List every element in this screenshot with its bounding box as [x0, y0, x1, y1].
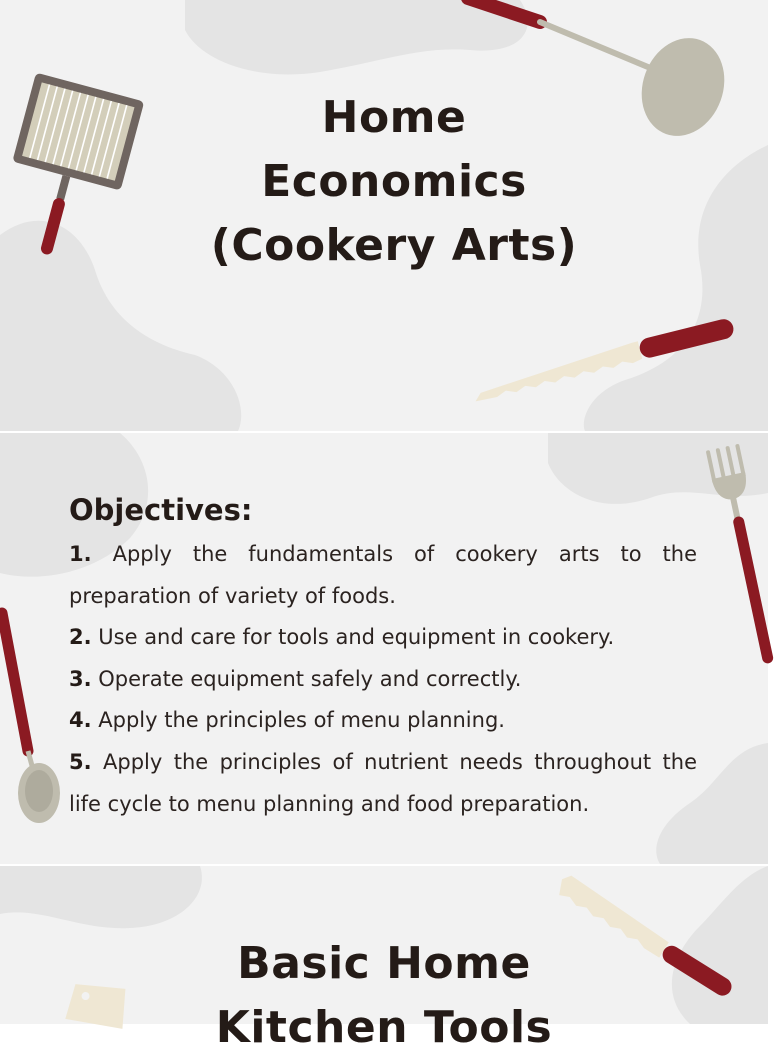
objective-number: 1.: [69, 542, 92, 566]
objective-text: Apply the principles of nutrient needs throughout the life cycle to menu planning and food preparation.: [69, 749, 697, 816]
objective-item: [69, 742, 697, 825]
objective-item: [69, 659, 697, 701]
objective-item: [69, 700, 697, 742]
objective-text: Apply the principles of menu planning.: [98, 708, 505, 733]
objective-number: 5.: [69, 749, 92, 774]
slide-kitchen-tools: [0, 866, 768, 1053]
slide-cover: [0, 0, 768, 431]
objective-text: Use and care for tools and equipment in cookery.: [98, 625, 615, 650]
objectives-list: [69, 534, 697, 825]
objective-item: [69, 534, 697, 617]
cover-title: [10, 86, 778, 278]
objective-item: [69, 617, 697, 659]
objective-text: Operate equipment safely and correctly.: [98, 666, 522, 691]
objectives-heading: Objectives:: [69, 493, 253, 527]
objective-number: 2.: [69, 625, 92, 650]
tools-title-line: Basic Home: [237, 938, 531, 989]
slide-objectives: [0, 433, 768, 864]
cover-title-line: (Cookery Arts): [210, 220, 578, 271]
objective-text: Apply the fundamentals of cookery arts to the preparation of variety of foods.: [69, 542, 697, 608]
cover-title-line: Home: [321, 92, 467, 143]
objective-number: 4.: [69, 708, 92, 733]
cover-title-line: Economics: [261, 156, 527, 207]
tools-title-line: Kitchen Tools: [215, 1002, 553, 1053]
tools-title: [0, 932, 768, 1060]
objective-number: 3.: [69, 666, 92, 691]
